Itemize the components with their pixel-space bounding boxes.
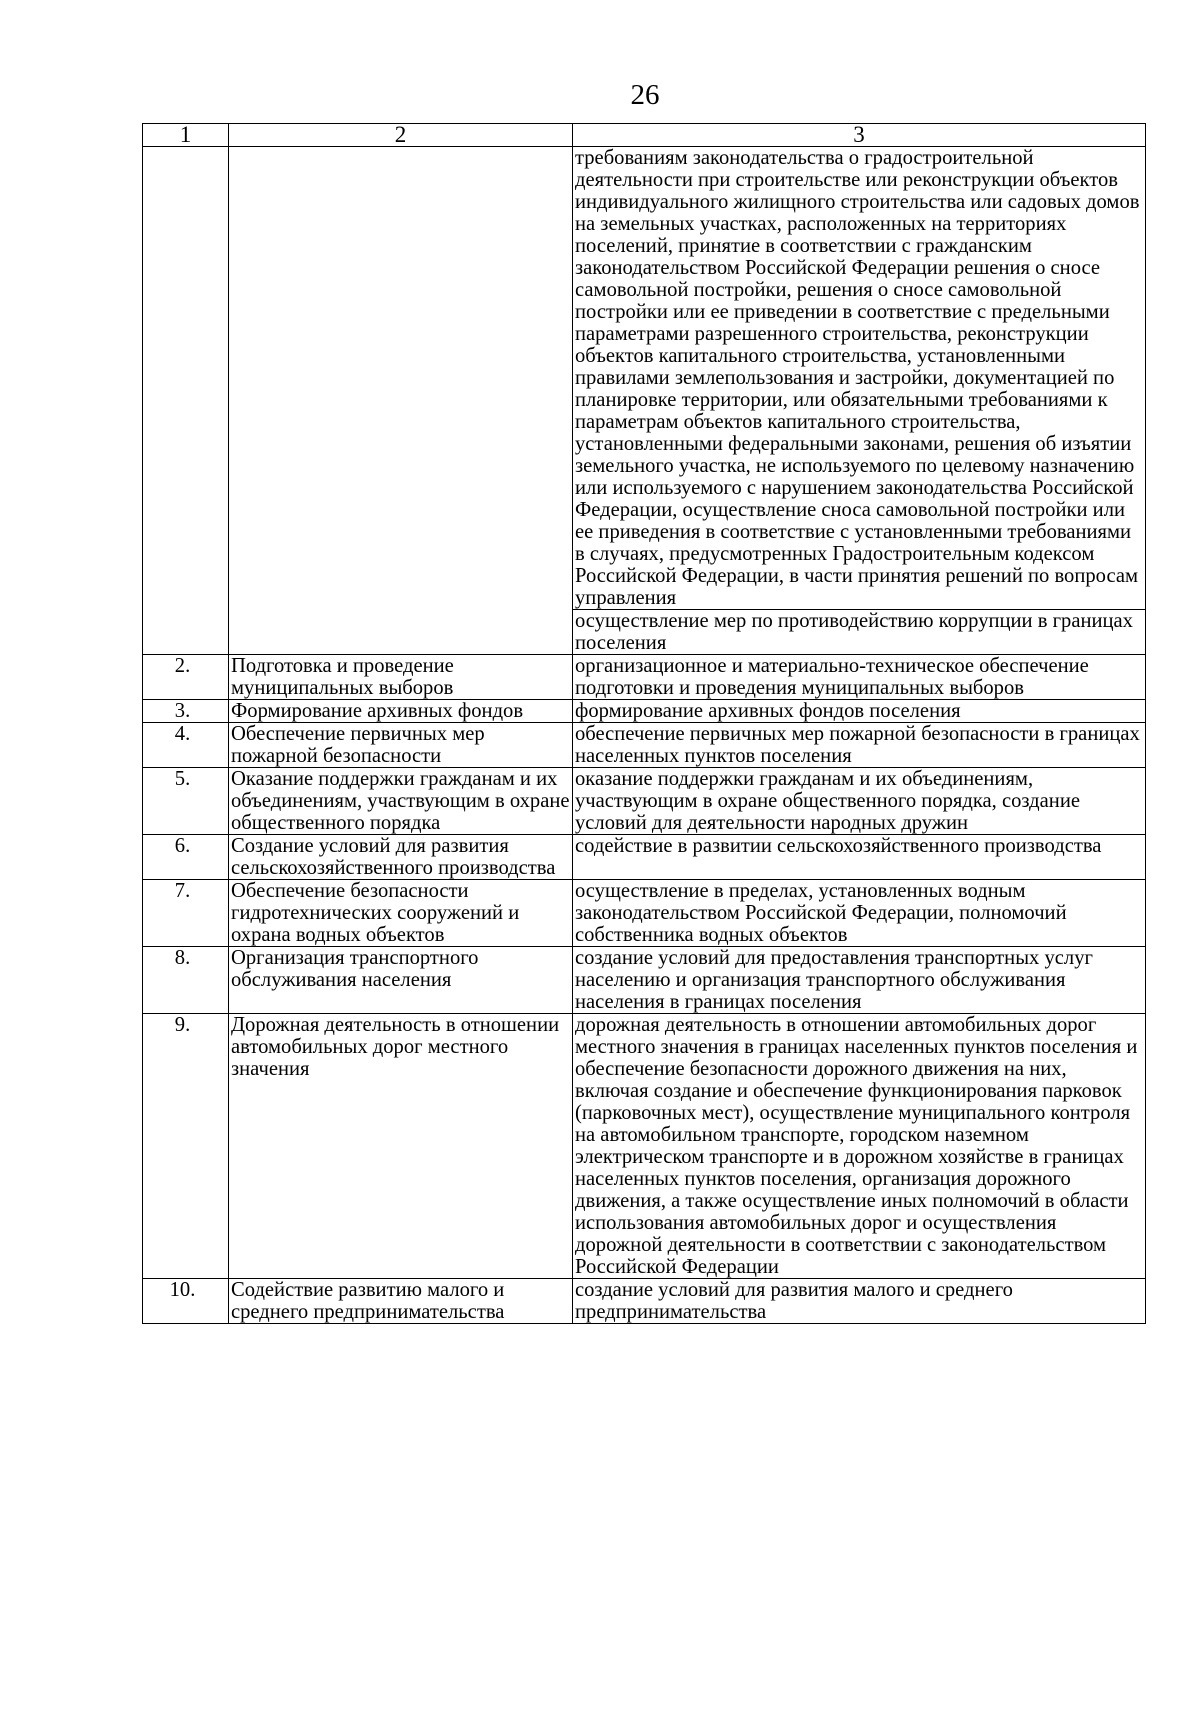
table-row <box>143 1279 1146 1324</box>
cell-desc: формирование архивных фондов поселения <box>573 700 1146 723</box>
cell-num <box>143 147 229 655</box>
cell-desc: оказание поддержки гражданам и их объединениям, участвующим в охране общественного порядка, создание условий для деятельности народных дружин <box>573 768 1146 835</box>
cell-num: 4. <box>143 723 229 768</box>
table-row <box>143 723 1146 768</box>
cell-desc: создание условий для развития малого и среднего предпринимательства <box>573 1279 1146 1324</box>
table-row <box>143 700 1146 723</box>
desc-part: осуществление мер по противодействию коррупции в границах поселения <box>573 609 1145 654</box>
cell-name: Обеспечение безопасности гидротехнических сооружений и охрана водных объектов <box>229 880 573 947</box>
table-row <box>143 880 1146 947</box>
cell-desc: содействие в развитии сельскохозяйственного производства <box>573 835 1146 880</box>
cell-name: Дорожная деятельность в отношении автомобильных дорог местного значения <box>229 1014 573 1279</box>
cell-name: Создание условий для развития сельскохозяйственного производства <box>229 835 573 880</box>
column-header-1: 1 <box>143 124 229 147</box>
cell-name: Организация транспортного обслуживания населения <box>229 947 573 1014</box>
cell-num: 9. <box>143 1014 229 1279</box>
cell-name: Подготовка и проведение муниципальных выборов <box>229 655 573 700</box>
cell-desc: организационное и материально-техническое обеспечение подготовки и проведения муниципальных выборов <box>573 655 1146 700</box>
table-row <box>143 1014 1146 1279</box>
column-header-3: 3 <box>573 124 1146 147</box>
cell-desc: обеспечение первичных мер пожарной безопасности в границах населенных пунктов поселения <box>573 723 1146 768</box>
column-header-2: 2 <box>229 124 573 147</box>
cell-num: 6. <box>143 835 229 880</box>
cell-name <box>229 147 573 655</box>
table-header-row <box>143 124 1146 147</box>
cell-desc: осуществление в пределах, установленных водным законодательством Российской Федерации, полномочий собственника водных объектов <box>573 880 1146 947</box>
cell-name: Содействие развитию малого и среднего предпринимательства <box>229 1279 573 1324</box>
cell-name: Формирование архивных фондов <box>229 700 573 723</box>
cell-desc: дорожная деятельность в отношении автомобильных дорог местного значения в границах населенных пунктов поселения и обеспечение безопасности дорожного движения на них, включая создание и обеспечение функционирования парковок (парковочных мест), осуществление муниципального контроля на автомобильном транспорте, городском наземном электрическом транспорте и в дорожном хозяйстве в границах населенных пунктов поселения, организация дорожного движения, а также осуществление иных полномочий в области использования автомобильных дорог и осуществления дорожной деятельности в соответствии с законодательством Российской Федерации <box>573 1014 1146 1279</box>
cell-name: Обеспечение первичных мер пожарной безопасности <box>229 723 573 768</box>
cell-num: 2. <box>143 655 229 700</box>
cell-num: 8. <box>143 947 229 1014</box>
table-row <box>143 655 1146 700</box>
table-row <box>143 835 1146 880</box>
cell-num: 3. <box>143 700 229 723</box>
powers-table <box>142 123 1146 1324</box>
cell-num: 5. <box>143 768 229 835</box>
table-row <box>143 947 1146 1014</box>
table-row-continuation <box>143 147 1146 655</box>
cell-desc: создание условий для предоставления транспортных услуг населению и организация транспортного обслуживания населения в границах поселения <box>573 947 1146 1014</box>
page-number: 26 <box>630 79 660 111</box>
cell-desc <box>573 147 1146 655</box>
table-row <box>143 768 1146 835</box>
desc-part: требованиям законодательства о градостроительной деятельности при строительстве или реконструкции объектов индивидуального жилищного строительства или садовых домов на земельных участках, расположенных на территориях поселений, принятие в соответствии с гражданским законодательством Российской Федерации решения о сносе самовольной постройки, решения о сносе самовольной постройки или ее приведении в соответствие с предельными параметрами разрешенного строительства, реконструкции объектов капитального строительства, установленными правилами землепользования и застройки, документацией по планировке территории, или обязательными требованиями к параметрам объектов капитального строительства, установленными федеральными законами, решения об изъятии земельного участка, не используемого по целевому назначению или используемого с нарушением законодательства Российской Федерации, осуществление сноса самовольной постройки или ее приведения в соответствие с установленными требованиями в случаях, предусмотренных Градостроительным кодексом Российской Федерации, в части принятия решений по вопросам управления <box>575 147 1140 609</box>
cell-num: 10. <box>143 1279 229 1324</box>
cell-name: Оказание поддержки гражданам и их объединениям, участвующим в охране общественного порядка <box>229 768 573 835</box>
cell-num: 7. <box>143 880 229 947</box>
